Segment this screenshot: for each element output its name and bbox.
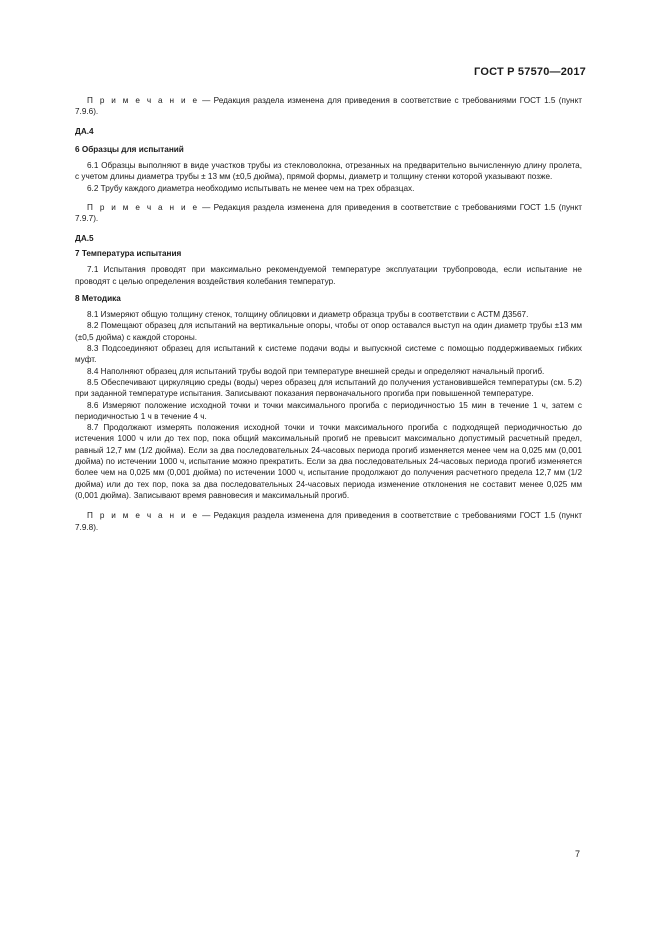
- note-text: — Редакция раздела изменена для приведения в соответствие с требованиями ГОСТ 1.5 (пункт 7.9.6).: [75, 96, 582, 117]
- note-text: — Редакция раздела изменена для приведения в соответствие с требованиями ГОСТ 1.5 (пункт 7.9.8).: [75, 511, 582, 532]
- note-label: П р и м е ч а н и е: [87, 511, 199, 521]
- note-paragraph: [75, 202, 582, 225]
- page-number: 7: [574, 849, 580, 859]
- page-content: [75, 95, 582, 533]
- paragraph-8-2: 8.2 Помещают образец для испытаний на вертикальные опоры, чтобы от опор оставался выступ на один диаметр трубы ±13 мм (±0,5 дюйма) с каждой стороны.: [75, 321, 582, 342]
- section-heading-7: 7 Температура испытания: [75, 248, 182, 258]
- paragraph-8-5: 8.5 Обеспечивают циркуляцию среды (воды) через образец для испытаний до получения установившейся температуры (см. 5.2) при заданной температуре испытания. Записывают показания первоначального прогиба при повышенной температуре.: [75, 377, 582, 399]
- note-label: П р и м е ч а н и е: [87, 203, 199, 213]
- paragraph-7-1: 7.1 Испытания проводят при максимально рекомендуемой температуре эксплуатации трубопровода, если испытание не проводят с целью определения воздействия колебания температур.: [75, 265, 582, 286]
- section-heading-8: 8 Методика: [75, 293, 121, 303]
- note-paragraph: [75, 510, 582, 533]
- paragraph-8-6: 8.6 Измеряют положение исходной точки и точки максимального прогиба с периодичностью 15 мин в течение 1 ч, затем с периодичностью 1 ч в течение 4 ч.: [75, 400, 582, 421]
- paragraph-8-4: 8.4 Наполняют образец для испытаний трубы водой при температуре внешней среды и определяют начальный прогиб.: [87, 366, 545, 376]
- paragraph-8-7: 8.7 Продолжают измерять положения исходной точки и точки максимального прогиба с подходящей периодичностью до истечения 1000 ч или до тех пор, пока общий максимальный прогиб не превысит максимально допустимый расчетный предел, равный 12,7 мм (1/2 дюйма). Если за два последовательных 24-часовых периода прогиб изменяется менее чем на 0,025 мм (0,001 дюйма) по истечении 1000 ч, испытание можно прекратить. Если за два последовательных 24-часовых периода прогиб изменяется более чем на 0,025 мм (0,001 дюйма) по истечении 1000 ч, испытание продолжают до получения расчетного предела 12,7 мм (1/2 дюйма) или до тех пор, пока за два последовательных 24-часовых периода изменение отклонения не составит менее 0,025 мм (0,001 дюйма). Записывают время равновесия и максимальный прогиб.: [75, 423, 582, 500]
- paragraph-8-3: 8.3 Подсоединяют образец для испытаний к системе подачи воды и выпускной системе с помощью поддерживаемых гибких муфт.: [75, 344, 582, 365]
- standard-code: ГОСТ Р 57570—2017: [474, 66, 586, 78]
- note-label: П р и м е ч а н и е: [87, 96, 199, 105]
- paragraph-6-1: 6.1 Образцы выполняют в виде участков трубы из стекловолокна, отрезанных на предварительно вычисленную длину пролета, с учетом длины диаметра трубы ± 13 мм (±0,5 дюйма), прямой формы, диаметр и толщину стенки которой указывают позже.: [75, 161, 582, 182]
- section-marker-da5: ДА.5: [75, 233, 94, 243]
- section-heading-6: 6 Образцы для испытаний: [75, 144, 184, 154]
- paragraph-8-1: 8.1 Измеряют общую толщину стенок, толщину облицовки и диаметр образца трубы в соответствии с АСТМ Д3567.: [87, 310, 529, 320]
- note-paragraph: [75, 95, 582, 118]
- note-text: — Редакция раздела изменена для приведения в соответствие с требованиями ГОСТ 1.5 (пункт 7.9.7).: [75, 203, 582, 224]
- section-marker-da4: ДА.4: [75, 126, 94, 136]
- paragraph-6-2: 6.2 Трубу каждого диаметра необходимо испытывать не менее чем на трех образцах.: [87, 183, 415, 193]
